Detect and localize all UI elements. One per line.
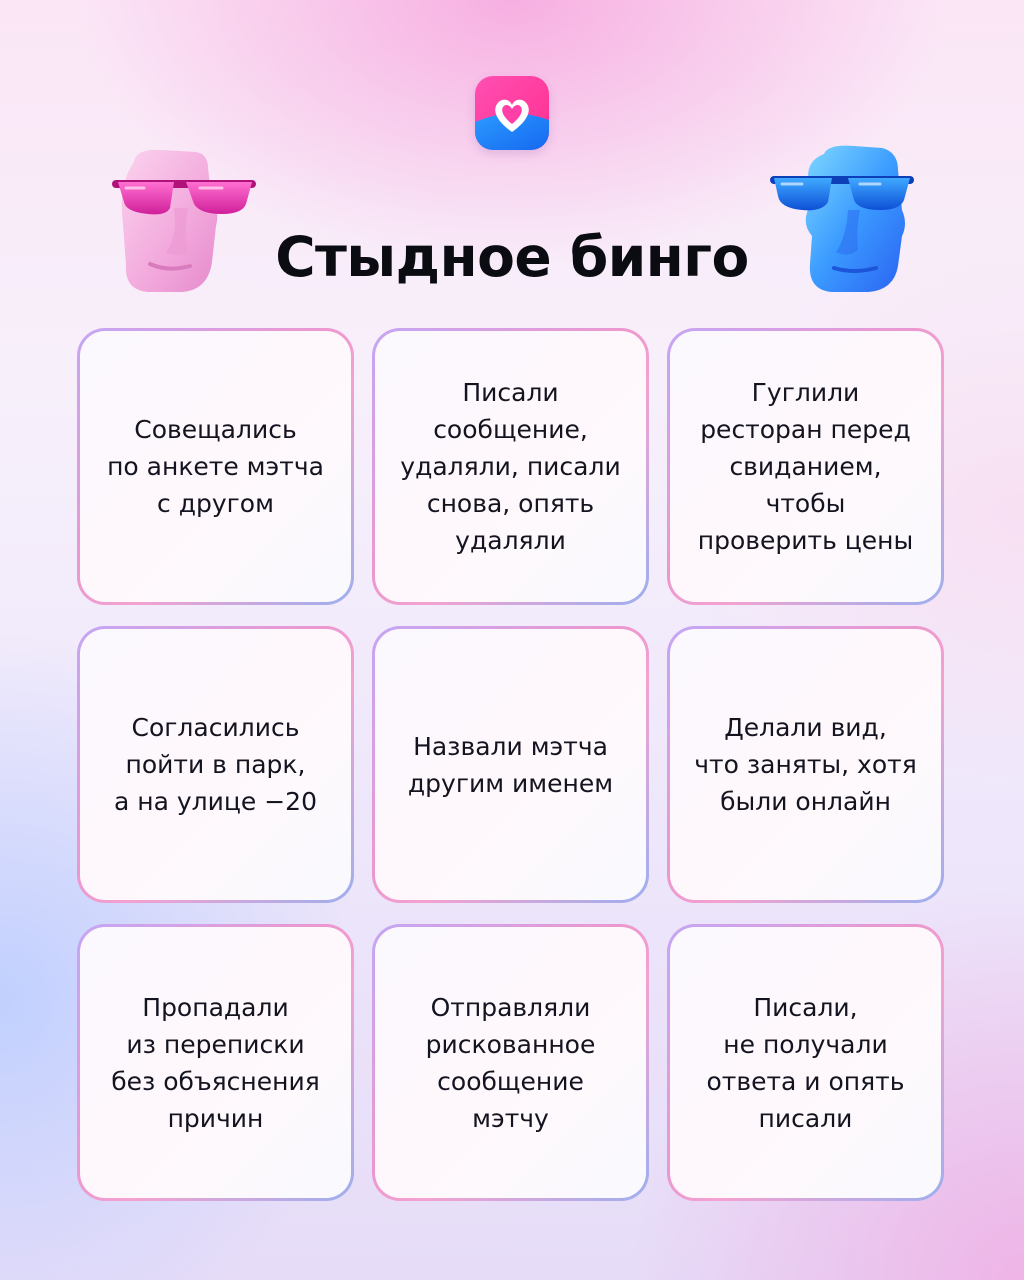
bingo-cell-text: Писали, не получали ответа и опять писали xyxy=(706,992,905,1133)
bingo-cell xyxy=(372,328,649,605)
bingo-grid xyxy=(77,328,947,1204)
bingo-cell xyxy=(77,924,354,1201)
bingo-cell-text: Согласились пойти в парк, а на улице −20 xyxy=(113,713,317,816)
bingo-cell xyxy=(667,924,944,1201)
bingo-cell xyxy=(77,328,354,605)
bingo-cell-text: Отправляли рискованное сообщение мэтчу xyxy=(425,992,596,1133)
page-title: Стыдное бинго xyxy=(275,225,749,289)
bingo-cell xyxy=(372,924,649,1201)
bingo-cell-text: Пропадали из переписки без объяснения причин xyxy=(111,992,320,1133)
heart-app-icon xyxy=(475,76,549,150)
bingo-cell-text: Совещались по анкете мэтча с другом xyxy=(107,415,324,518)
bingo-cell xyxy=(77,626,354,903)
bingo-cell xyxy=(667,626,944,903)
bingo-cell-text: Делали вид, что заняты, хотя были онлайн xyxy=(694,713,917,816)
bingo-cell-text: Назвали мэтча другим именем xyxy=(407,731,614,798)
bingo-cell xyxy=(372,626,649,903)
bingo-cell xyxy=(667,328,944,605)
bingo-cell-text: Писали сообщение, удаляли, писали снова, опять удаляли xyxy=(400,378,621,555)
bingo-cell-text: Гуглили ресторан перед свиданием, чтобы проверить цены xyxy=(697,378,914,555)
